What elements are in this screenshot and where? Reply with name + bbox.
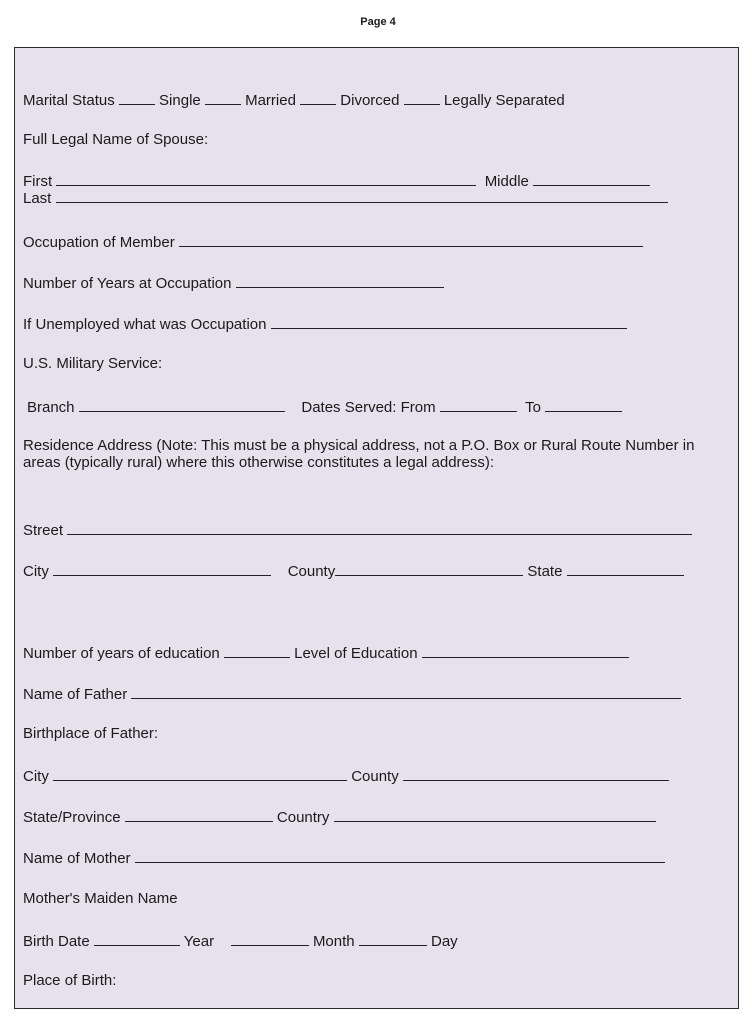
occupation-field[interactable]	[179, 232, 643, 247]
city-county-state-row	[23, 561, 684, 580]
state-field[interactable]	[567, 561, 684, 576]
divorced-option: Divorced	[340, 92, 400, 109]
single-blank[interactable]	[119, 90, 155, 105]
years-education-field[interactable]	[224, 643, 290, 658]
street-field[interactable]	[67, 520, 692, 535]
occupation-label: Occupation of Member	[23, 234, 175, 251]
separated-blank[interactable]	[404, 90, 440, 105]
father-birthplace-heading: Birthplace of Father:	[23, 725, 159, 742]
marital-status-row	[23, 90, 565, 109]
married-blank[interactable]	[205, 90, 241, 105]
father-name-field[interactable]	[131, 684, 681, 699]
level-education-label: Level of Education	[294, 645, 418, 662]
birth-date-label: Birth Date	[23, 933, 90, 950]
birth-day-field[interactable]	[359, 931, 427, 946]
form-panel	[14, 47, 739, 1009]
state-province-label: State/Province	[23, 809, 121, 826]
father-name-label: Name of Father	[23, 686, 128, 703]
unemployed-row	[23, 314, 627, 333]
dates-to-label: To	[525, 399, 541, 416]
day-label: Day	[430, 933, 458, 950]
branch-label: Branch	[27, 399, 75, 416]
state-province-field[interactable]	[125, 807, 273, 822]
married-option: Married	[245, 92, 296, 109]
father-city-county-row	[23, 766, 669, 785]
years-occupation-label: Number of Years at Occupation	[23, 275, 232, 292]
years-education-label: Number of years of education	[23, 645, 220, 662]
father-name-row	[23, 684, 681, 703]
separated-option: Legally Separated	[443, 92, 565, 109]
spouse-heading: Full Legal Name of Spouse:	[23, 131, 209, 148]
father-city-field[interactable]	[53, 766, 347, 781]
level-education-field[interactable]	[422, 643, 629, 658]
years-occupation-field[interactable]	[236, 273, 444, 288]
state-label: State	[527, 563, 563, 580]
month-label: Month	[312, 933, 355, 950]
mother-name-field[interactable]	[135, 848, 665, 863]
city-label: City	[23, 563, 49, 580]
father-city-label: City	[23, 768, 49, 785]
marital-status-label: Marital Status	[23, 92, 115, 109]
divorced-blank[interactable]	[300, 90, 336, 105]
birth-date-row	[23, 931, 458, 950]
page-title: Page 4	[360, 16, 396, 28]
last-name-field[interactable]	[56, 188, 668, 203]
military-heading: U.S. Military Service:	[23, 355, 163, 372]
military-row	[27, 397, 622, 416]
street-row	[23, 520, 692, 539]
unemployed-field[interactable]	[271, 314, 627, 329]
dates-from-field[interactable]	[440, 397, 517, 412]
last-name-label: Last	[23, 190, 52, 207]
first-name-field[interactable]	[56, 171, 476, 186]
middle-name-field[interactable]	[533, 171, 650, 186]
branch-field[interactable]	[79, 397, 285, 412]
first-name-label: First	[23, 173, 53, 190]
city-field[interactable]	[53, 561, 271, 576]
residence-note: Residence Address (Note: This must be a physical address, not a P.O. Box or Rural Route Number in areas (typically rural) where this otherwise constitutes a legal address):	[23, 437, 695, 471]
dates-to-field[interactable]	[545, 397, 622, 412]
county-label: County	[287, 563, 336, 580]
mother-name-row	[23, 848, 665, 867]
place-of-birth-label: Place of Birth:	[23, 972, 117, 989]
father-county-field[interactable]	[403, 766, 669, 781]
country-field[interactable]	[334, 807, 656, 822]
years-occupation-row	[23, 273, 444, 292]
spouse-last-row	[23, 188, 668, 207]
father-county-label: County	[351, 768, 399, 785]
birth-year-field[interactable]	[94, 931, 180, 946]
mother-name-label: Name of Mother	[23, 850, 131, 867]
county-field[interactable]	[335, 561, 523, 576]
year-label: Year	[183, 933, 215, 950]
mother-maiden-label: Mother's Maiden Name	[23, 890, 178, 907]
single-option: Single	[159, 92, 201, 109]
middle-name-label: Middle	[484, 173, 529, 190]
dates-from-label: Dates Served: From	[301, 399, 436, 416]
state-country-row	[23, 807, 656, 826]
occupation-row	[23, 232, 643, 251]
country-label: Country	[276, 809, 330, 826]
birth-month-field[interactable]	[231, 931, 309, 946]
unemployed-label: If Unemployed what was Occupation	[23, 316, 267, 333]
street-label: Street	[23, 522, 64, 539]
education-row	[23, 643, 629, 662]
